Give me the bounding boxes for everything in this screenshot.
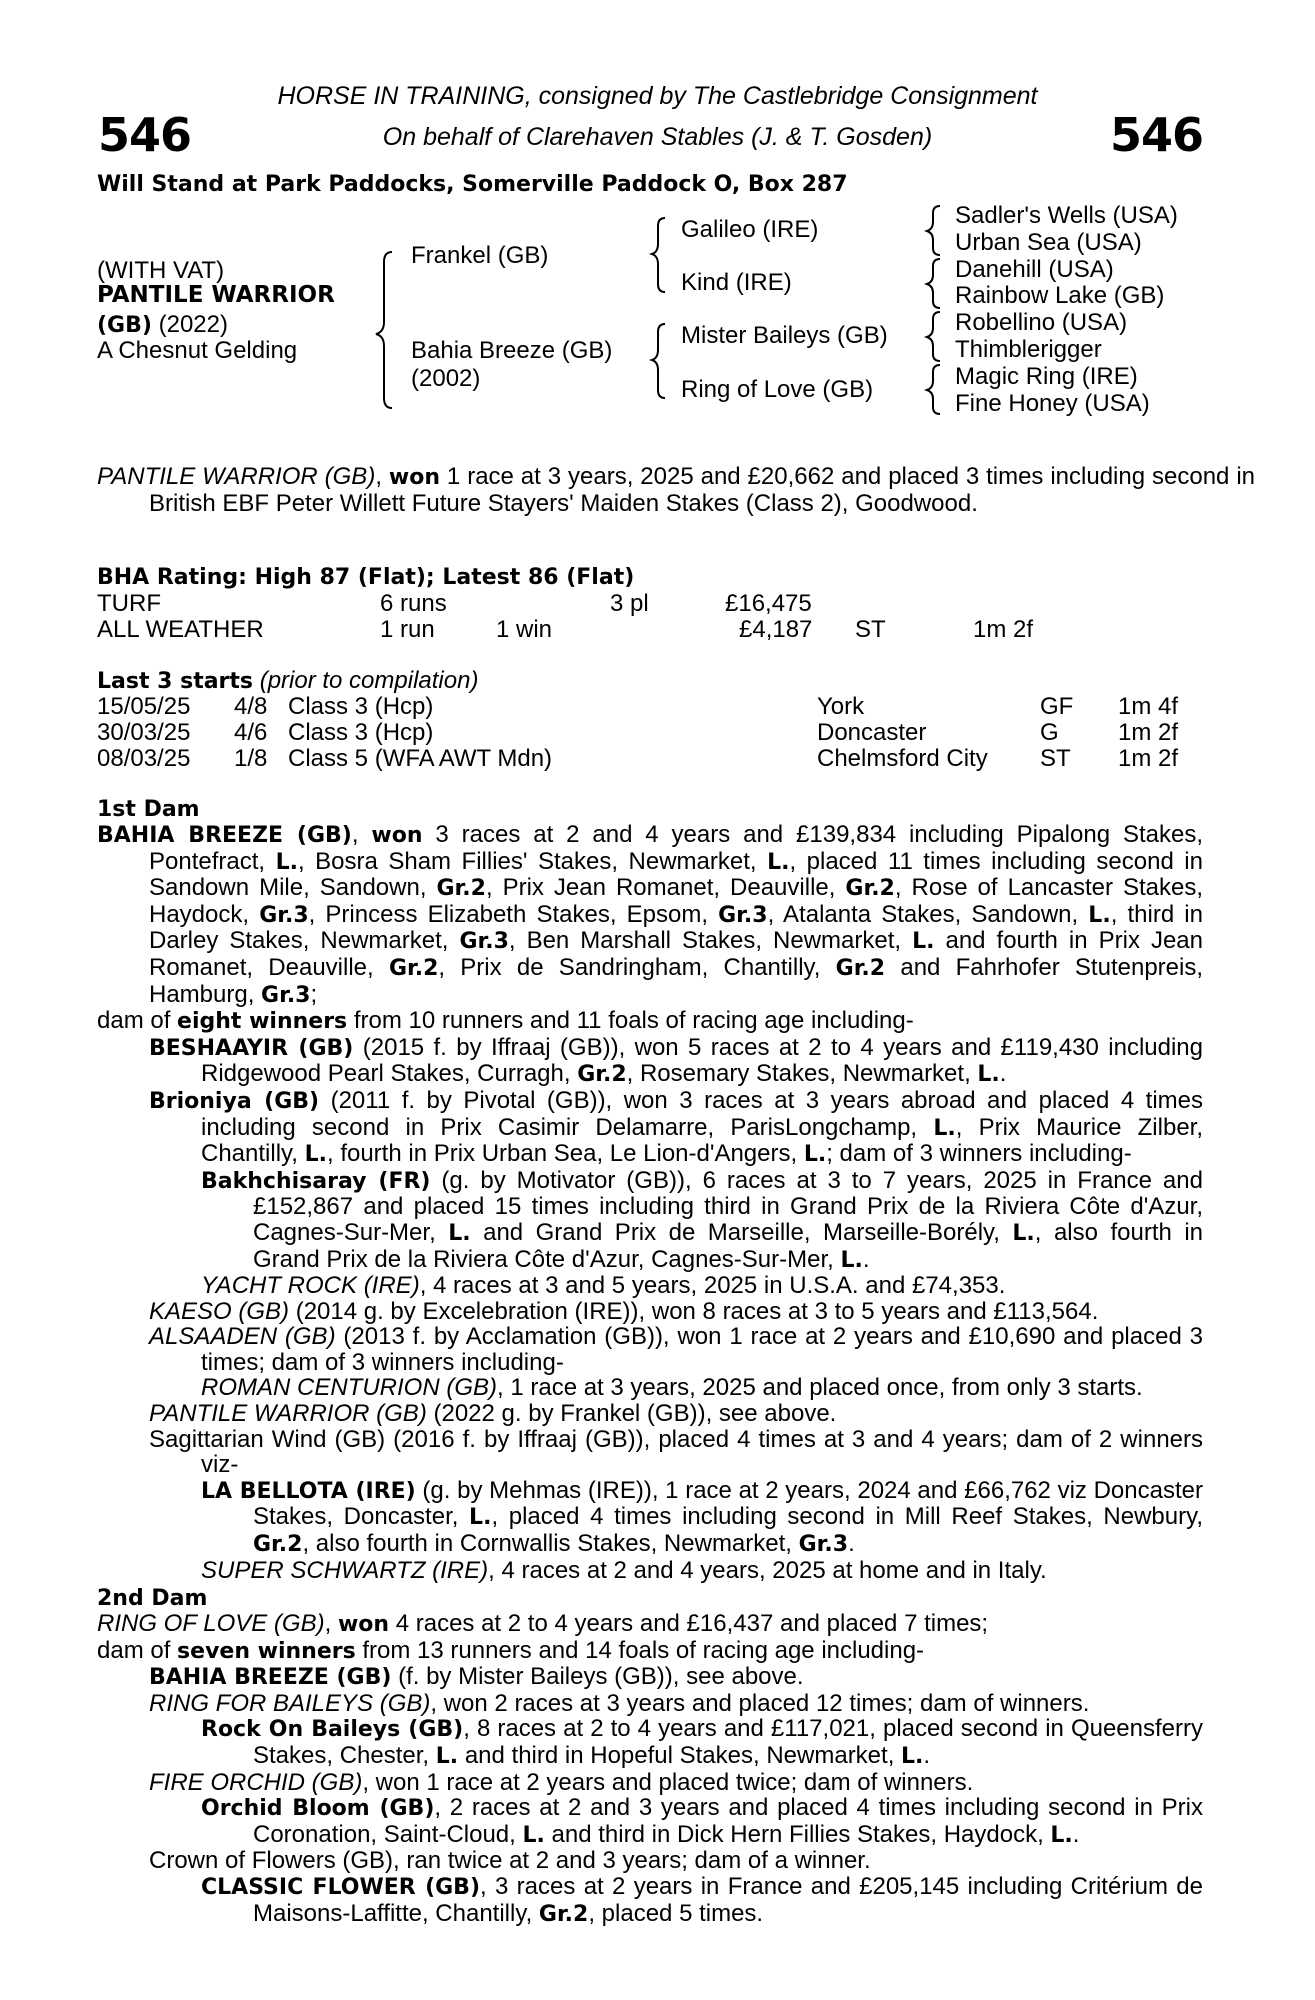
pedigree-g3: Danehill (USA) <box>955 256 1114 283</box>
text-run: , 8 races at 2 to 4 years and £117,021, placed second in Queensferry Stakes, Chester, <box>253 1715 1203 1769</box>
second-dam-record: RING OF LOVE (GB), won 4 races at 2 to 4 years and £16,437 and placed 7 times; <box>97 1610 989 1637</box>
rating-placed: 3 pl <box>610 590 649 617</box>
text-run: and third in Dick Hern Fillies Stakes, Haydock, <box>544 1820 1051 1848</box>
progeny-entry <box>149 1691 1203 1717</box>
start-date: 30/03/25 <box>97 719 191 746</box>
text-run: , Ben Marshall Stakes, Newmarket, <box>508 927 913 955</box>
rating-wins: 1 win <box>496 616 553 643</box>
grade-badge: Gr.2 <box>388 955 439 981</box>
first-dam-progeny <box>97 1035 1203 1583</box>
grade-badge: L. <box>977 1062 1000 1088</box>
progeny-name: RING FOR BAILEYS (GB) <box>149 1689 431 1717</box>
text-run: (f. by Mister Baileys (GB)), see above. <box>391 1663 804 1691</box>
text-run: and Fahrhofer Stutenpreis, Hamburg, <box>149 953 1203 1008</box>
progeny-sub <box>149 1478 1203 1583</box>
start-course: Chelmsford City <box>817 745 988 772</box>
progeny-sub <box>149 1716 1203 1769</box>
progeny-entry <box>201 1273 1203 1299</box>
pedigree-dam: Bahia Breeze (GB) <box>411 337 613 364</box>
start-race: Class 3 (Hcp) <box>288 719 434 746</box>
vat-note: (WITH VAT) <box>97 257 225 284</box>
text-run: , won 1 race at 2 years and placed twice; dam of winners. <box>362 1768 974 1796</box>
rating-surface: TURF <box>97 590 161 617</box>
grade-badge: Gr.2 <box>436 876 486 902</box>
grade-badge: L. <box>912 929 935 955</box>
grade-badge: L. <box>767 849 790 875</box>
grade-badge: Gr.2 <box>577 1062 627 1088</box>
second-dam-won: won <box>337 1612 390 1637</box>
progeny-name: BESHAAYIR (GB) <box>149 1035 354 1061</box>
text-run: , Atalanta Stakes, Sandown, <box>767 900 1089 928</box>
horse-description: A Chesnut Gelding <box>97 337 298 364</box>
grade-badge: Gr.3 <box>459 929 509 955</box>
progeny-name: BAHIA BREEZE (GB) <box>149 1665 392 1691</box>
text-run: ; dam of 3 winners including- <box>826 1140 1132 1168</box>
text-run: , placed 4 times including second in Mill Reef Stakes, Newbury, <box>491 1503 1203 1531</box>
text-run: , third in Darley Stakes, Newmarket, <box>149 900 1203 955</box>
text-run: , fourth in Prix Urban Sea, Le Lion-d'Angers, <box>326 1140 804 1168</box>
progeny-entry <box>201 1795 1203 1848</box>
last-starts-heading <box>97 667 478 695</box>
grade-badge: L. <box>1012 1220 1035 1246</box>
grade-badge: L. <box>448 1220 471 1246</box>
grade-badge: Gr.2 <box>845 876 895 902</box>
progeny-entry <box>149 1770 1203 1796</box>
grade-badge: L. <box>1050 1822 1073 1848</box>
horse-name: PANTILE WARRIOR <box>97 282 335 308</box>
rating-runs: 6 runs <box>380 590 447 617</box>
pedigree-dam-year: (2002) <box>411 365 481 392</box>
pedigree-g8: Fine Honey (USA) <box>955 390 1150 417</box>
summary-won: won <box>388 465 441 490</box>
start-date: 08/03/25 <box>97 745 191 772</box>
consignor-line: HORSE IN TRAINING, consigned by The Castlebridge Consignment <box>277 82 1038 110</box>
text-run: 4 races at 2 to 4 years and £16,437 and placed 7 times; <box>389 1610 989 1637</box>
horse-origin: (GB) <box>97 313 152 338</box>
stand-location: Will Stand at Park Paddocks, Somerville Paddock O, Box 287 <box>97 172 848 197</box>
lot-number-left: 546 <box>98 108 192 162</box>
progeny-entry <box>201 1558 1203 1584</box>
second-dam-heading: 2nd Dam <box>97 1586 208 1611</box>
grade-badge: L. <box>304 1142 327 1168</box>
rating-title: BHA Rating: High 87 (Flat); Latest 86 (Flat) <box>97 565 635 590</box>
text-run: , won 2 races at 3 years and placed 12 times; dam of winners. <box>430 1689 1090 1717</box>
first-dam-heading: 1st Dam <box>97 797 200 822</box>
first-dam-produce-summary <box>97 1008 1203 1035</box>
progeny-entry <box>149 1427 1203 1478</box>
grade-badge: L. <box>435 1743 459 1769</box>
pedigree-g2: Urban Sea (USA) <box>955 229 1142 256</box>
progeny-name: Rock On Baileys (GB) <box>201 1717 464 1743</box>
start-going: G <box>1040 719 1059 746</box>
grade-badge: L. <box>522 1822 545 1848</box>
pedigree-sire-sire: Galileo (IRE) <box>681 216 819 243</box>
progeny-name: SUPER SCHWARTZ (IRE) <box>201 1556 489 1584</box>
rating-prize: £16,475 <box>725 590 812 617</box>
progeny-name: Bakhchisaray (FR) <box>201 1168 431 1194</box>
text-run: , placed 5 times. <box>588 1899 764 1927</box>
text-run: and Grand Prix de Marseille, Marseille-Borély, <box>470 1218 1013 1246</box>
text-run: , Rosemary Stakes, Newmarket, <box>626 1060 978 1088</box>
pedigree-dam-dam: Ring of Love (GB) <box>681 376 874 403</box>
last-starts-note: (prior to compilation) <box>259 667 479 694</box>
text-run: from 13 runners and 14 foals of racing age including- <box>355 1636 925 1664</box>
progeny-entry <box>149 1088 1203 1168</box>
grade-badge: Gr.2 <box>253 1532 303 1558</box>
pedigree-sire: Frankel (GB) <box>411 242 549 269</box>
grade-badge: L. <box>803 1142 827 1168</box>
start-distance: 1m 4f <box>1118 693 1179 720</box>
text-run: , 3 races at 2 years in France and £205,145 including Critérium de Maisons-Laffitte, Chantilly, <box>253 1872 1203 1927</box>
progeny-name: ROMAN CENTURION (GB) <box>201 1374 497 1402</box>
grade-badge: L. <box>275 849 298 875</box>
text-run: (2011 f. by Pivotal (GB)), won 3 races at 3 years abroad and placed 4 times including second in Prix Casimir Delamarre, ParisLongchamp, <box>201 1086 1203 1141</box>
progeny-entry <box>149 1324 1203 1375</box>
start-position: 4/6 <box>234 719 268 746</box>
progeny-name: FIRE ORCHID (GB) <box>149 1768 363 1796</box>
start-race: Class 5 (WFA AWT Mdn) <box>288 745 553 772</box>
pedigree-g7: Magic Ring (IRE) <box>955 363 1138 390</box>
text-run: (2014 g. by Excelebration (IRE)), won 8 races at 3 to 5 years and £113,564. <box>289 1297 1099 1325</box>
progeny-entry <box>149 1401 1203 1427</box>
grade-badge: L. <box>933 1115 956 1141</box>
first-dam-name: BAHIA BREEZE (GB) <box>97 823 352 848</box>
progeny-entry <box>201 1168 1203 1273</box>
grade-badge: Gr.3 <box>259 902 309 928</box>
rating-runs: 1 run <box>380 616 435 643</box>
rating-distance: 1m 2f <box>973 616 1034 643</box>
text-run: , Prix de Sandringham, Chantilly, <box>438 953 836 981</box>
last-starts-title: Last 3 starts <box>97 669 254 694</box>
winners-count: eight winners <box>177 1009 348 1035</box>
first-dam-section <box>97 822 1203 1583</box>
text-run: , Prix Maurice Zilber, Chantilly, <box>201 1113 1204 1168</box>
text-run: from 10 runners and 11 foals of racing age including- <box>347 1007 914 1035</box>
grade-badge: L. <box>901 1743 924 1769</box>
start-course: Doncaster <box>817 719 927 746</box>
text-run: , 2 races at 2 and 3 years and placed 4 times including second in Prix Coronation, Saint-Cloud, <box>253 1794 1203 1848</box>
progeny-entry <box>201 1874 1203 1927</box>
start-going: GF <box>1040 693 1074 720</box>
progeny-entry <box>149 1299 1203 1325</box>
text-run: (g. by Motivator (GB)), 6 races at 3 to 7 years, 2025 in France and £152,867 and placed 15 times including third in Grand Prix de la Riviera Côte d'Azur, Cagnes-Sur-Mer, <box>253 1166 1203 1246</box>
text-run: 3 races at 2 and 4 years and £139,834 including Pipalong Stakes, Pontefract, <box>149 821 1203 875</box>
pedigree-dam-sire: Mister Baileys (GB) <box>681 322 888 349</box>
text-run: , 1 race at 3 years, 2025 and placed once, from only 3 starts. <box>497 1374 1143 1402</box>
progeny-name: Brioniya (GB) <box>149 1088 320 1114</box>
start-distance: 1m 2f <box>1118 745 1179 772</box>
start-going: ST <box>1040 745 1071 772</box>
first-dam-won: won <box>371 823 423 848</box>
text-run: Sagittarian Wind (GB) (2016 f. by Iffraaj (GB)), placed 4 times at 3 and 4 years; dam of 2 winners viz- <box>149 1425 1203 1479</box>
text-run: . <box>848 1530 855 1558</box>
rating-going: ST <box>855 616 886 643</box>
start-date: 15/05/25 <box>97 693 191 720</box>
text-run: , 4 races at 3 and 5 years, 2025 in U.S.A. and £74,353. <box>419 1272 1006 1300</box>
progeny-entry <box>149 1035 1203 1088</box>
progeny-name: KAESO (GB) <box>149 1297 290 1325</box>
pedigree-g6: Thimblerigger <box>955 336 1102 363</box>
text-run: (2022 g. by Frankel (GB)), see above. <box>426 1400 837 1428</box>
progeny-name: PANTILE WARRIOR (GB) <box>149 1400 427 1428</box>
text-run: (g. by Mehmas (IRE)), 1 race at 2 years, 2024 and £66,762 viz Doncaster Stakes, Doncaster, <box>253 1476 1203 1531</box>
text-run: . <box>862 1245 870 1273</box>
start-position: 1/8 <box>234 745 268 772</box>
progeny-sub <box>149 1168 1203 1299</box>
grade-badge: Gr.3 <box>718 902 768 928</box>
progeny-name: ALSAADEN (GB) <box>149 1323 336 1351</box>
text-run: Crown of Flowers (GB), ran twice at 2 and 3 years; dam of a winner. <box>149 1847 871 1875</box>
pedigree-g4: Rainbow Lake (GB) <box>955 282 1165 309</box>
progeny-entry <box>149 1664 1203 1691</box>
grade-badge: L. <box>840 1247 863 1273</box>
first-dam-record: BAHIA BREEZE (GB), won 3 races at 2 and 4 years and £139,834 including Pipalong Stakes, Pontefract, L., Bosra Sham Fillies' Stakes, Newmarket, L., placed 11 times including second in Sandown Mile, Sandown, Gr.2, Prix Jean Romanet, Deauville, Gr.2, Rose of Lancaster Stakes, Haydock, Gr.3, Princess Elizabeth Stakes, Epsom, Gr.3, Atalanta Stakes, Sandown, L., third in Darley Stakes, Newmarket, Gr.3, Ben Marshall Stakes, Newmarket, L. and fourth in Prix Jean Romanet, Deauville, Gr.2, Prix de Sandringham, Chantilly, Gr.2 and Fahrhofer Stutenpreis, Hamburg, Gr.3; <box>97 821 1204 1008</box>
start-distance: 1m 2f <box>1118 719 1179 746</box>
progeny-name: Orchid Bloom (GB) <box>201 1796 435 1822</box>
text-run: (2015 f. by Iffraaj (GB)), won 5 races at 2 to 4 years and £119,430 including Ridgewood Pearl Stakes, Curragh, <box>201 1033 1203 1088</box>
second-dam-section <box>97 1611 1203 1927</box>
start-position: 4/8 <box>234 693 268 720</box>
progeny-entry <box>149 1848 1203 1874</box>
progeny-name: YACHT ROCK (IRE) <box>201 1272 420 1300</box>
second-dam-produce-summary <box>97 1638 1203 1665</box>
grade-badge: Gr.3 <box>261 982 311 1008</box>
text-run: dam of <box>97 1636 178 1664</box>
rating-surface: ALL WEATHER <box>97 616 264 643</box>
winners-count: seven winners <box>177 1638 356 1664</box>
horse-year: (2022) <box>158 311 228 338</box>
text-run: , also fourth in Grand Prix de la Riviera Côte d'Azur, Cagnes-Sur-Mer, <box>253 1218 1203 1273</box>
progeny-sub <box>149 1795 1203 1848</box>
rating-prize: £4,187 <box>739 616 813 643</box>
text-run: ; <box>310 980 318 1008</box>
second-dam-name: RING OF LOVE (GB) <box>97 1610 325 1637</box>
grade-badge: L. <box>469 1505 492 1531</box>
grade-badge: Gr.2 <box>538 1901 589 1927</box>
grade-badge: L. <box>1088 902 1111 928</box>
pedigree-g1: Sadler's Wells (USA) <box>955 202 1178 229</box>
pedigree-sire-dam: Kind (IRE) <box>681 269 792 296</box>
progeny-name: LA BELLOTA (IRE) <box>201 1478 416 1504</box>
progeny-sub <box>149 1874 1203 1927</box>
grade-badge: Gr.3 <box>798 1532 849 1558</box>
start-course: York <box>817 693 865 720</box>
grade-badge: Gr.2 <box>835 955 886 981</box>
text-run: , also fourth in Cornwallis Stakes, Newmarket, <box>302 1530 799 1558</box>
text-run: dam of <box>97 1007 178 1035</box>
vendor-line: On behalf of Clarehaven Stables (J. & T. Gosden) <box>382 123 933 151</box>
summary-text: 1 race at 3 years, 2025 and £20,662 and placed 3 times including second in British EBF Peter Willett Future Stayers' Maiden Stakes (Class 2), Goodwood. <box>149 463 1255 517</box>
text-run: , 4 races at 2 and 4 years, 2025 at home and in Italy. <box>488 1556 1047 1584</box>
progeny-name: CLASSIC FLOWER (GB) <box>201 1874 480 1900</box>
pedigree-g5: Robellino (USA) <box>955 309 1128 336</box>
start-race: Class 3 (Hcp) <box>288 693 434 720</box>
second-dam-progeny <box>97 1664 1203 1927</box>
text-run: , Prix Jean Romanet, Deauville, <box>485 874 846 902</box>
text-run: and third in Hopeful Stakes, Newmarket, <box>458 1741 902 1769</box>
progeny-sub <box>149 1375 1203 1401</box>
text-run: (2013 f. by Acclamation (GB)), won 1 race at 2 years and £10,690 and placed 3 times; dam of 3 winners including- <box>201 1323 1203 1376</box>
text-run: . <box>923 1741 931 1769</box>
progeny-entry <box>201 1716 1203 1769</box>
progeny-entry <box>201 1478 1203 1558</box>
lot-number-right: 546 <box>1109 108 1203 162</box>
text-run: , Princess Elizabeth Stakes, Epsom, <box>308 900 719 928</box>
text-run: , placed 11 times including second in Sandown Mile, Sandown, <box>149 847 1203 902</box>
text-run: and fourth in Prix Jean Romanet, Deauville, <box>149 927 1203 981</box>
text-run: . <box>999 1060 1007 1088</box>
text-run: . <box>1072 1820 1080 1848</box>
race-summary: PANTILE WARRIOR (GB), won 1 race at 3 years, 2025 and £20,662 and placed 3 times including second in British EBF Peter Willett Future Stayers' Maiden Stakes (Class 2), Goodwood. <box>97 463 1255 517</box>
progeny-entry <box>201 1375 1203 1401</box>
text-run: , Rose of Lancaster Stakes, Haydock, <box>149 874 1204 928</box>
text-run: , Bosra Sham Fillies' Stakes, Newmarket, <box>297 847 768 875</box>
summary-horse-name: PANTILE WARRIOR (GB) <box>97 463 376 490</box>
